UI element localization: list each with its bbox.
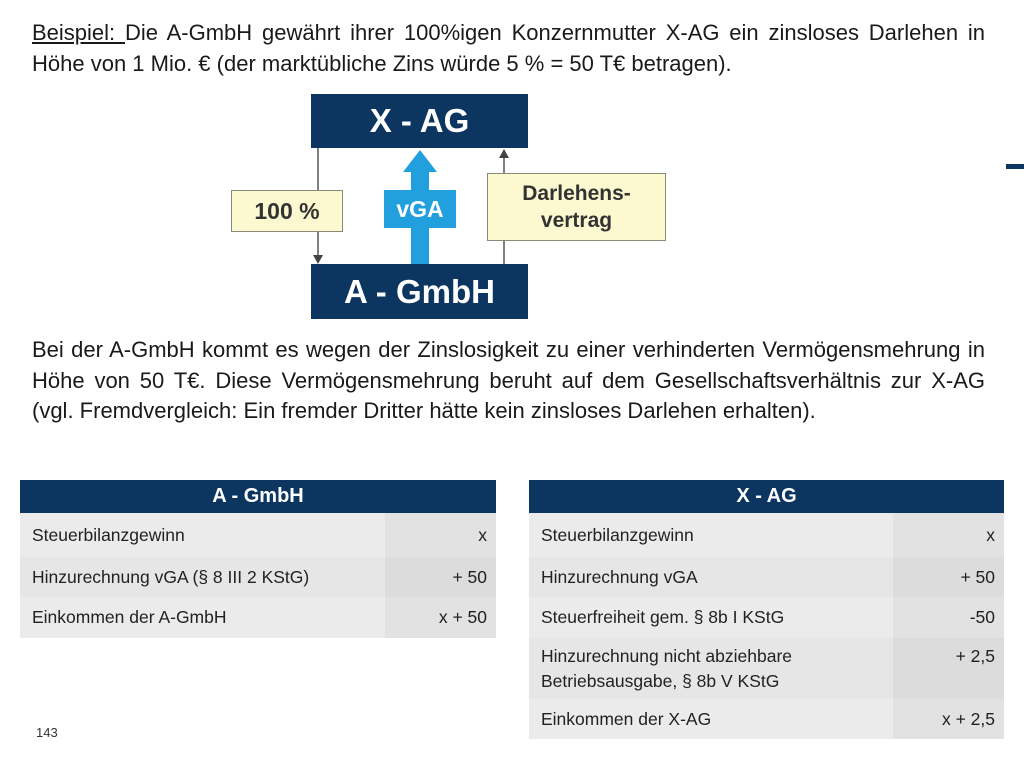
table-row (529, 638, 1004, 699)
table-row (529, 513, 1004, 557)
loan-label-line1: Darlehens- (522, 182, 631, 205)
row-value: + 50 (385, 557, 496, 597)
row-value: -50 (893, 597, 1004, 638)
row-label: Einkommen der X-AG (529, 699, 893, 739)
loan-contract-label (487, 173, 666, 241)
row-value: x + 2,5 (893, 699, 1004, 739)
intro-lead: Beispiel: (32, 20, 125, 45)
table-row (20, 597, 496, 638)
row-label: Hinzurechnung nicht abziehbare Betriebsausgabe, § 8b V KStG (529, 638, 893, 699)
x-ag-table (529, 480, 1004, 739)
table-row (20, 513, 496, 557)
loan-arrowhead (499, 149, 509, 158)
table-row (20, 557, 496, 597)
row-value: x + 50 (385, 597, 496, 638)
entity-a-gmbh: A - GmbH (311, 264, 528, 319)
ownership-arrowhead (313, 255, 323, 264)
row-value: x (893, 513, 1004, 557)
a-gmbh-table-header: A - GmbH (20, 480, 496, 513)
ownership-label: 100 % (231, 190, 343, 232)
row-label: Hinzurechnung vGA (529, 557, 893, 597)
row-value: x (385, 513, 496, 557)
table-row (529, 557, 1004, 597)
row-value: + 2,5 (893, 638, 1004, 699)
intro-text: Die A-GmbH gewährt ihrer 100%igen Konzernmutter X-AG ein zinsloses Darlehen in Höhe von 1 Mio. € (der marktübliche Zins würde 5 % = 50 T€ betragen). (32, 20, 985, 76)
row-label: Einkommen der A-GmbH (20, 597, 385, 638)
row-label: Steuerbilanzgewinn (20, 513, 385, 557)
a-gmbh-table (20, 480, 496, 638)
x-ag-table-header: X - AG (529, 480, 1004, 513)
row-value: + 50 (893, 557, 1004, 597)
table-row (529, 699, 1004, 739)
accent-bar (1006, 164, 1024, 169)
explanation-paragraph: Bei der A-GmbH kommt es wegen der Zinslosigkeit zu einer verhinderten Vermögensmehrung in Höhe von 50 T€. Diese Vermögensmehrung beruht auf dem Gesellschaftsverhältnis zur X-AG (vgl. Fremdvergleich: Ein fremder Dritter hätte kein zinsloses Darlehen erhalten). (32, 337, 985, 423)
table-row (529, 597, 1004, 638)
loan-label-line2: vertrag (540, 209, 613, 232)
page-number: 143 (36, 725, 58, 740)
row-label: Steuerfreiheit gem. § 8b I KStG (529, 597, 893, 638)
entity-x-ag: X - AG (311, 94, 528, 148)
vga-label: vGA (384, 190, 456, 228)
row-label: Hinzurechnung vGA (§ 8 III 2 KStG) (20, 557, 385, 597)
row-label: Steuerbilanzgewinn (529, 513, 893, 557)
